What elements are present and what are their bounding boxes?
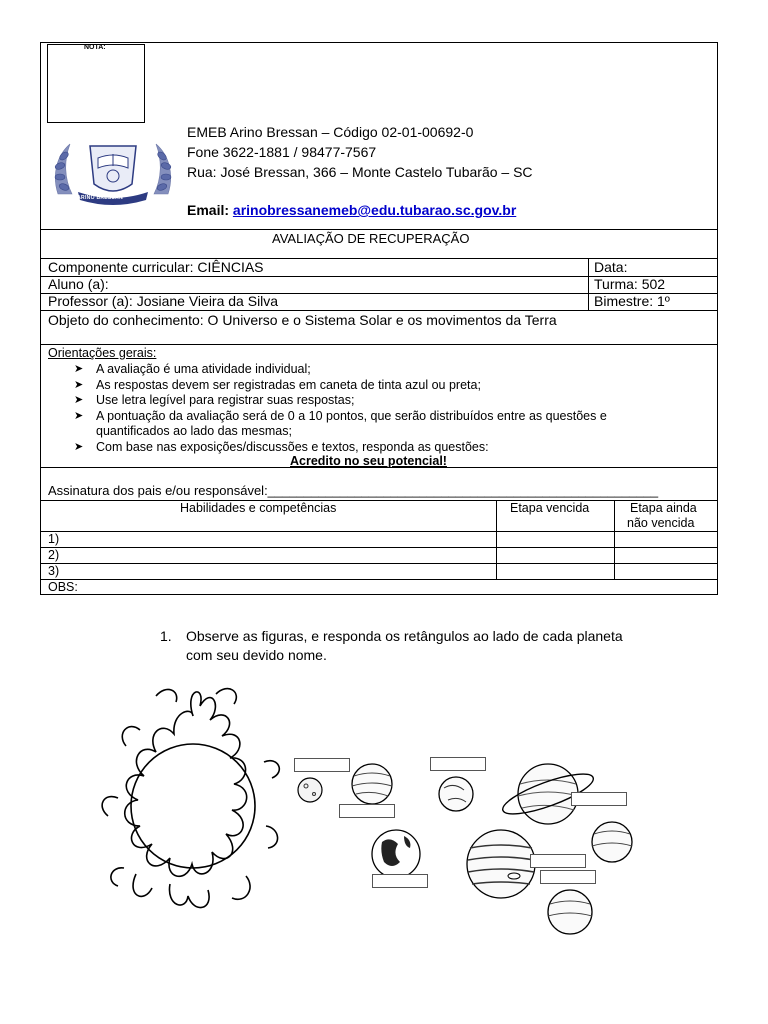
grade-box (47, 44, 145, 123)
arrow-bullet-icon: ➤ (74, 394, 84, 406)
class-field: Turma: 502 (594, 276, 666, 292)
pending-column-header-line2: não vencida (627, 516, 695, 530)
arrow-bullet-icon: ➤ (74, 440, 84, 453)
divider (40, 310, 718, 311)
term-field: Bimestre: 1º (594, 293, 670, 309)
email-link[interactable]: arinobressanemeb@edu.tubarao.sc.gov.br (232, 202, 517, 218)
school-email-row (187, 202, 516, 218)
divider (496, 500, 497, 579)
teacher-field: Professor (a): Josiane Vieira da Silva (48, 293, 279, 309)
assessment-title: AVALIAÇÃO DE RECUPERAÇÃO (272, 231, 470, 246)
question-text-line1: Observe as figuras, e responda os retângulos ao lado de cada planeta (186, 628, 623, 644)
guidelines-heading: Orientações gerais: (48, 346, 157, 360)
knowledge-object-field: Objeto do conhecimento: O Universo e o Sistema Solar e os movimentos da Terra (48, 312, 557, 328)
question-1 (160, 627, 623, 663)
question-text-line2: com seu devido nome. (186, 647, 327, 663)
divider (40, 579, 718, 580)
divider (40, 531, 718, 532)
skills-column-header: Habilidades e competências (180, 501, 337, 515)
motto: Acredito no seu potencial! (290, 454, 447, 468)
school-name: EMEB Arino Bressan – Código 02-01-00692-0 (187, 124, 474, 140)
table-row: 1) (48, 532, 60, 546)
pending-column-header-line1: Etapa ainda (630, 501, 697, 515)
table-row: 3) (48, 564, 60, 578)
divider (40, 229, 718, 230)
email-label: Email: (187, 202, 230, 218)
divider (614, 500, 615, 579)
student-field: Aluno (a): (48, 276, 109, 292)
question-number: 1. (160, 628, 172, 644)
date-field: Data: (594, 259, 628, 275)
divider (40, 500, 718, 501)
list-item: ➤ Com base nas exposições/discussões e textos, responda as questões: (74, 439, 489, 454)
planet-answer-box[interactable] (294, 758, 350, 772)
planet-answer-box[interactable] (339, 804, 395, 818)
school-phone: Fone 3622-1881 / 98477-7567 (187, 144, 377, 160)
grade-label: NOTA: (84, 44, 106, 51)
divider (40, 344, 718, 345)
divider (40, 563, 718, 564)
guardian-signature-field: Assinatura dos pais e/ou responsável:______________________________________________________ (48, 483, 659, 498)
logo-caption: EMEB ARINO BRESSAN (60, 195, 123, 201)
planet-answer-box[interactable] (530, 854, 586, 868)
planet-answer-box[interactable] (540, 870, 596, 884)
planet-earth (372, 830, 420, 878)
arrow-bullet-icon: ➤ (74, 363, 84, 375)
planet-mercury (298, 778, 322, 802)
guidelines-list (74, 362, 607, 455)
arrow-bullet-icon: ➤ (74, 409, 84, 422)
planet-mars (439, 777, 473, 811)
list-item: ➤ A pontuação da avaliação será de 0 a 10 pontos, que serão distribuídos entre as questões e (74, 408, 607, 423)
planet-uranus (592, 822, 632, 862)
completed-column-header: Etapa vencida (510, 501, 590, 515)
planet-neptune (548, 890, 592, 934)
list-item: ➤ As respostas devem ser registradas em caneta de tinta azul ou preta; (74, 377, 481, 392)
table-row: 2) (48, 548, 60, 562)
list-item: ➤ Use letra legível para registrar suas respostas; (74, 393, 355, 407)
planet-answer-box[interactable] (571, 792, 627, 806)
planet-jupiter (467, 830, 535, 898)
list-item-continuation: quantificados ao lado das mesmas; (96, 424, 292, 438)
planet-venus (352, 764, 392, 804)
subject-field: Componente curricular: CIÊNCIAS (48, 259, 264, 275)
sun-illustration (102, 689, 279, 908)
planet-answer-box[interactable] (430, 757, 486, 771)
observations-field: OBS: (48, 580, 78, 594)
planet-answer-box[interactable] (372, 874, 428, 888)
divider (40, 547, 718, 548)
list-item: ➤ A avaliação é uma atividade individual; (74, 362, 311, 376)
arrow-bullet-icon: ➤ (74, 378, 84, 391)
divider (588, 258, 589, 310)
school-address: Rua: José Bressan, 366 – Monte Castelo Tubarão – SC (187, 164, 533, 180)
